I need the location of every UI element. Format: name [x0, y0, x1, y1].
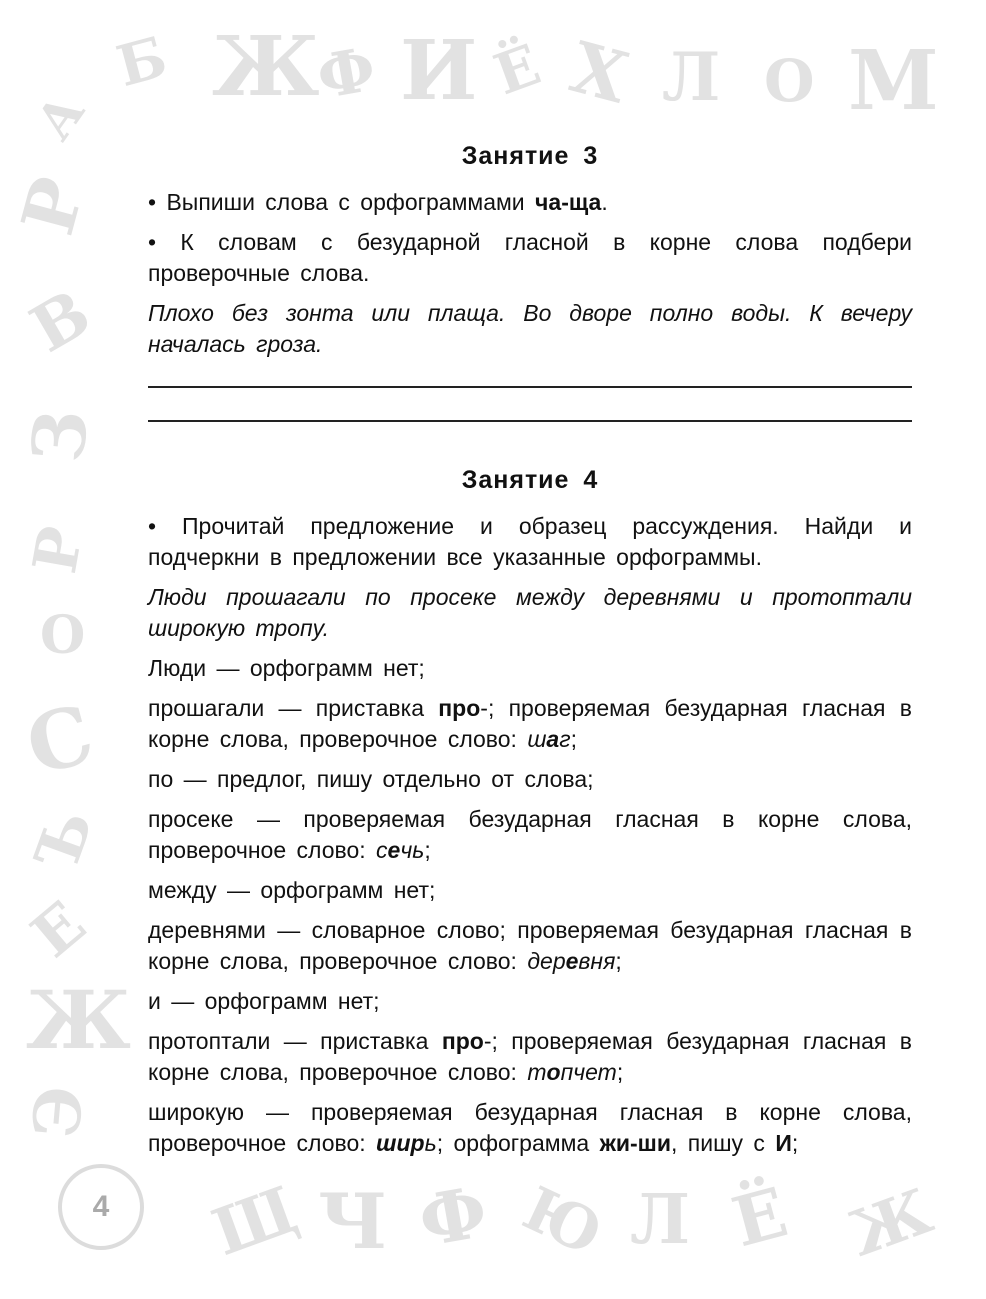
- decor-letter: Б: [110, 23, 174, 101]
- decor-letter: А: [24, 83, 96, 151]
- analysis-line: по — предлог, пишу отдельно от слова;: [148, 766, 594, 792]
- decor-letter: С: [16, 686, 103, 794]
- decor-letter: Ф: [312, 34, 381, 114]
- analysis-line: и — орфограмм нет;: [148, 988, 380, 1014]
- decor-letter: М: [848, 33, 939, 129]
- lesson-3-text: Плохо без зонта или плаща. Во дворе полно воды. К вечеру началась гроза.: [148, 300, 912, 357]
- analysis-line: Люди — орфограмм нет;: [148, 655, 425, 681]
- answer-line[interactable]: [148, 386, 912, 388]
- decor-letter: Ж: [212, 19, 320, 115]
- decor-letter: Ъ: [21, 801, 108, 879]
- decor-letter: З: [14, 406, 105, 466]
- analysis-line: между — орфограмм нет;: [148, 877, 436, 903]
- decor-letter: В: [18, 275, 103, 368]
- lesson-3: [148, 142, 912, 422]
- analysis-line: широкую — проверяемая безударная гласная в корне слова, проверочное слово: ширь; орфограмма жи-ши, пишу с И;: [148, 1099, 912, 1156]
- decor-letter: Р: [4, 168, 101, 244]
- decor-letter: О: [764, 47, 815, 115]
- lesson-3-task-2: • К словам с безударной гласной в корне слова подбери проверочные слова.: [148, 229, 912, 286]
- analysis-line: протоптали — приставка про-; проверяемая безударная гласная в корне слова, проверочное слово: топчет;: [148, 1028, 912, 1085]
- decor-letter: Л: [630, 1180, 691, 1260]
- page-content: [148, 142, 912, 1168]
- decor-letter: Ю: [512, 1173, 613, 1271]
- analysis-line: прошагали — приставка про-; проверяемая безударная гласная в корне слова, проверочное слово: шаг;: [148, 695, 912, 752]
- decor-letter: Ч: [318, 1177, 388, 1266]
- decor-letter: Ж: [839, 1174, 942, 1271]
- decor-letter: Ё: [486, 31, 549, 109]
- analysis-line: просеке — проверяемая безударная гласная в корне слова, проверочное слово: сечь;: [148, 806, 912, 863]
- decor-letter: Л: [662, 38, 721, 116]
- decor-letter: И: [400, 23, 478, 119]
- decor-letter: Э: [19, 1083, 99, 1141]
- page-number: 4: [58, 1164, 144, 1250]
- lesson-4-title: Занятие 4: [461, 466, 599, 494]
- decor-letter: Ж: [26, 973, 131, 1067]
- decor-letter: Ф: [413, 1169, 494, 1264]
- lesson-4: [148, 466, 912, 1159]
- lesson-3-title: Занятие 3: [461, 142, 599, 170]
- decor-letter: Щ: [203, 1172, 307, 1271]
- decor-letter: Х: [562, 25, 637, 120]
- decor-letter: О: [40, 605, 86, 666]
- decor-letter: Р: [20, 521, 97, 579]
- lesson-4-sentence: Люди прошагали по просеке между деревнями и протоптали широкую тропу.: [148, 584, 912, 641]
- decor-letter: Е: [18, 888, 99, 972]
- lesson-3-task-1: • Выпиши слова с орфограммами ча-ща.: [148, 189, 608, 215]
- lesson-4-task: • Прочитай предложение и образец рассуждения. Найди и подчеркни в предложении все указанные орфограммы.: [148, 513, 912, 570]
- analysis-line: деревнями — словарное слово; проверяемая безударная гласная в корне слова, проверочное слово: деревня;: [148, 917, 912, 974]
- decor-letter: Ё: [724, 1172, 796, 1264]
